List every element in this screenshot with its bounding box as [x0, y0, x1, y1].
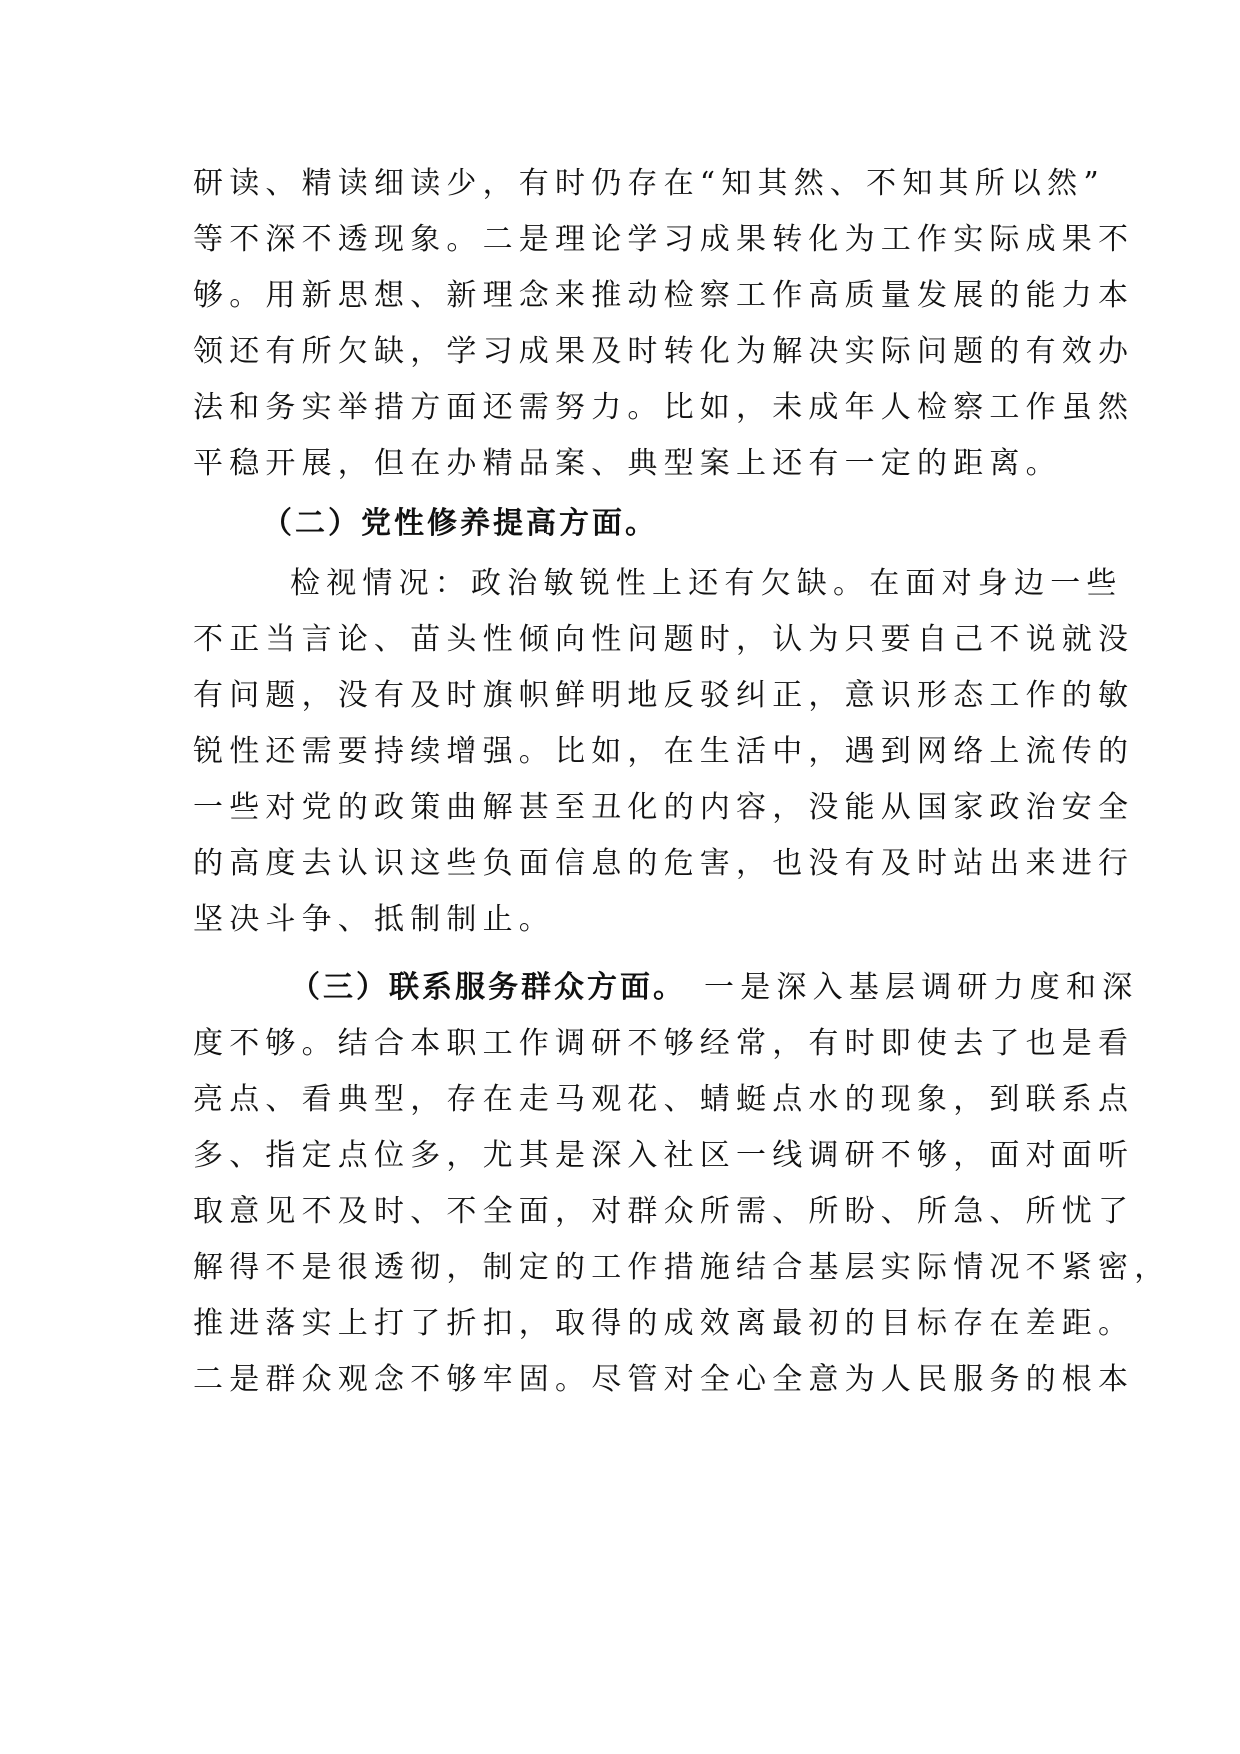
body-line: 解得不是很透彻，制定的工作措施结合基层实际情况不紧密，: [193, 1250, 1171, 1285]
body-line: 锐性还需要持续增强。比如，在生活中，遇到网络上流传的: [193, 734, 1135, 769]
body-line: 有问题，没有及时旗帜鲜明地反驳纠正，意识形态工作的敏: [193, 678, 1135, 713]
section3-first-line: [290, 960, 1139, 1016]
body-line: 度不够。结合本职工作调研不够经常，有时即使去了也是看: [193, 1026, 1135, 1061]
body-line: 坚决斗争、抵制制止。: [193, 902, 555, 937]
body-line: 不正当言论、苗头性倾向性问题时，认为只要自己不说就没: [193, 622, 1135, 657]
body-line: 一些对党的政策曲解甚至丑化的内容，没能从国家政治安全: [193, 790, 1135, 825]
section-body-start: 一是深入基层调研力度和深: [704, 970, 1139, 1005]
body-line: 平稳开展，但在办精品案、典型案上还有一定的距离。: [193, 446, 1062, 481]
body-line: 研读、精读细读少，有时仍存在“知其然、不知其所以然”: [193, 166, 1105, 201]
body-line: 领还有所欠缺，学习成果及时转化为解决实际问题的有效办: [193, 334, 1135, 369]
body-line: 二是群众观念不够牢固。尽管对全心全意为人民服务的根本: [193, 1362, 1135, 1397]
body-line: 够。用新思想、新理念来推动检察工作高质量发展的能力本: [193, 278, 1135, 313]
body-line: 法和务实举措方面还需努力。比如，未成年人检察工作虽然: [193, 390, 1135, 425]
section-heading: （二）党性修养提高方面。: [262, 506, 658, 541]
body-line: 取意见不及时、不全面，对群众所需、所盼、所急、所忧了: [193, 1194, 1135, 1229]
body-line: 等不深不透现象。二是理论学习成果转化为工作实际成果不: [193, 222, 1135, 257]
body-line: 的高度去认识这些负面信息的危害，也没有及时站出来进行: [193, 846, 1135, 881]
body-line: 多、指定点位多，尤其是深入社区一线调研不够，面对面听: [193, 1138, 1135, 1173]
body-line: 检视情况：政治敏锐性上还有欠缺。在面对身边一些: [290, 566, 1123, 601]
body-line: 亮点、看典型，存在走马观花、蜻蜓点水的现象，到联系点: [193, 1082, 1135, 1117]
body-line: 推进落实上打了折扣，取得的成效离最初的目标存在差距。: [193, 1306, 1135, 1341]
section-heading: （三）联系服务群众方面。: [290, 970, 686, 1005]
